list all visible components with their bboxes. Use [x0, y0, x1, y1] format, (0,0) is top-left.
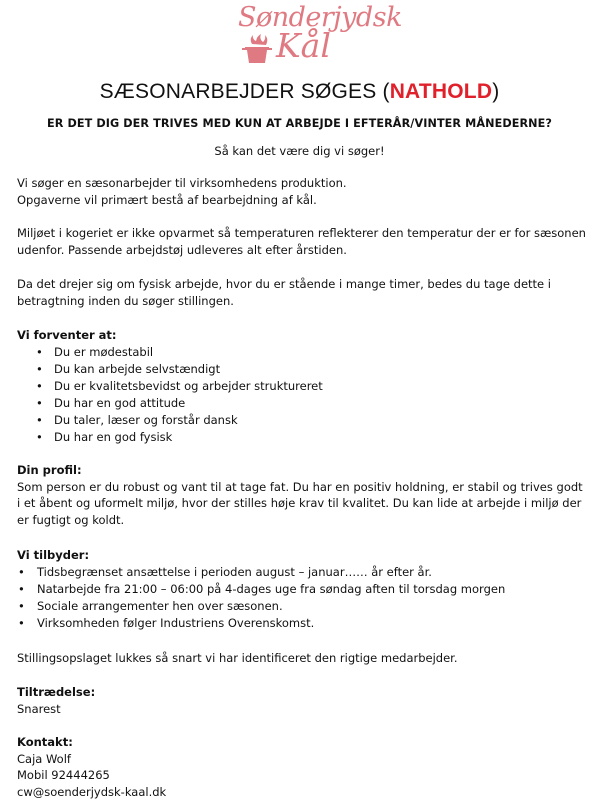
contact-email-link[interactable]: cw@soenderjydsk-kaal.dk — [17, 784, 167, 799]
subtitle: ER DET DIG DER TRIVES MED KUN AT ARBEJDE I EFTERÅR/VINTER MÅNEDERNE? — [47, 117, 552, 130]
list-item: • Du har en god attitude — [17, 395, 589, 412]
contact-heading: Kontakt: — [17, 735, 73, 749]
start-value: Snarest — [17, 701, 61, 716]
list-item: • Du er kvalitetsbevidst og arbejder struktureret — [17, 378, 589, 395]
intro-text: Så kan det være dig vi søger! — [214, 144, 385, 158]
list-item: • Du har en god fysisk — [17, 429, 589, 446]
list-item: • Natarbejde fra 21:00 – 06:00 på 4-dages uge fra søndag aften til torsdag morgen — [17, 581, 589, 598]
closing-text: Stillingsopslaget lukkes så snart vi har identificeret den rigtige medarbejder. — [17, 651, 458, 665]
title-main: SÆSONARBEJDER SØGES ( — [99, 80, 390, 103]
list-item: • Sociale arrangementer hen over sæsonen. — [17, 598, 589, 615]
company-logo — [230, 2, 402, 72]
expectations-list — [17, 344, 589, 447]
offer-list — [17, 564, 589, 633]
profile-section — [17, 462, 589, 528]
contact-name: Caja Wolf — [17, 751, 71, 766]
contact-section — [17, 734, 589, 800]
offer-heading: Vi tilbyder: — [17, 548, 90, 562]
contact-phone: Mobil 92444265 — [17, 768, 110, 782]
cooking-pot-icon — [240, 30, 274, 70]
logo-text-line2: Kål — [276, 26, 331, 65]
list-item: • Virksomheden følger Industriens Overenskomst. — [17, 615, 589, 632]
profile-text: Som person er du robust og vant til at tage fat. Du har en positiv holdning, er stabil og trives godt i et åbent og uformelt miljø, hvor der stilles høje krav til kvalitet. Du kan lide at arbejde i miljø der er fugtigt og koldt. — [17, 479, 583, 527]
expectations-section — [17, 327, 589, 447]
start-section — [17, 684, 589, 717]
title-highlight: NATHOLD — [389, 80, 493, 103]
list-item: • Du er mødestabil — [17, 344, 589, 361]
expectations-heading: Vi forventer at: — [17, 328, 117, 342]
title-end: ) — [492, 80, 500, 103]
logo-text-line1: Sønderjydsk — [238, 2, 402, 33]
page-title — [0, 80, 599, 104]
paragraph-physical: Da det drejer sig om fysisk arbejde, hvor du er stående i mange timer, bedes du tage dette i betragtning inden du søger stillingen. — [17, 277, 551, 308]
offer-section — [17, 547, 589, 632]
paragraph-line: Opgaverne vil primært bestå af bearbejdning af kål. — [17, 192, 317, 207]
paragraph-environment: Miljøet i kogeriet er ikke opvarmet så temperaturen reflekterer den temperatur der er for sæsonen udenfor. Passende arbejdstøj udleveres alt efter årstiden. — [17, 226, 586, 257]
list-item: • Tidsbegrænset ansættelse i perioden august – januar…… år efter år. — [17, 564, 589, 581]
list-item: • Du taler, læser og forstår dansk — [17, 412, 589, 429]
paragraph-intro — [17, 175, 589, 208]
start-heading: Tiltrædelse: — [17, 685, 96, 699]
profile-heading: Din profil: — [17, 463, 82, 477]
paragraph-line: Vi søger en sæsonarbejder til virksomhedens produktion. — [17, 176, 347, 190]
list-item: • Du kan arbejde selvstændigt — [17, 361, 589, 378]
